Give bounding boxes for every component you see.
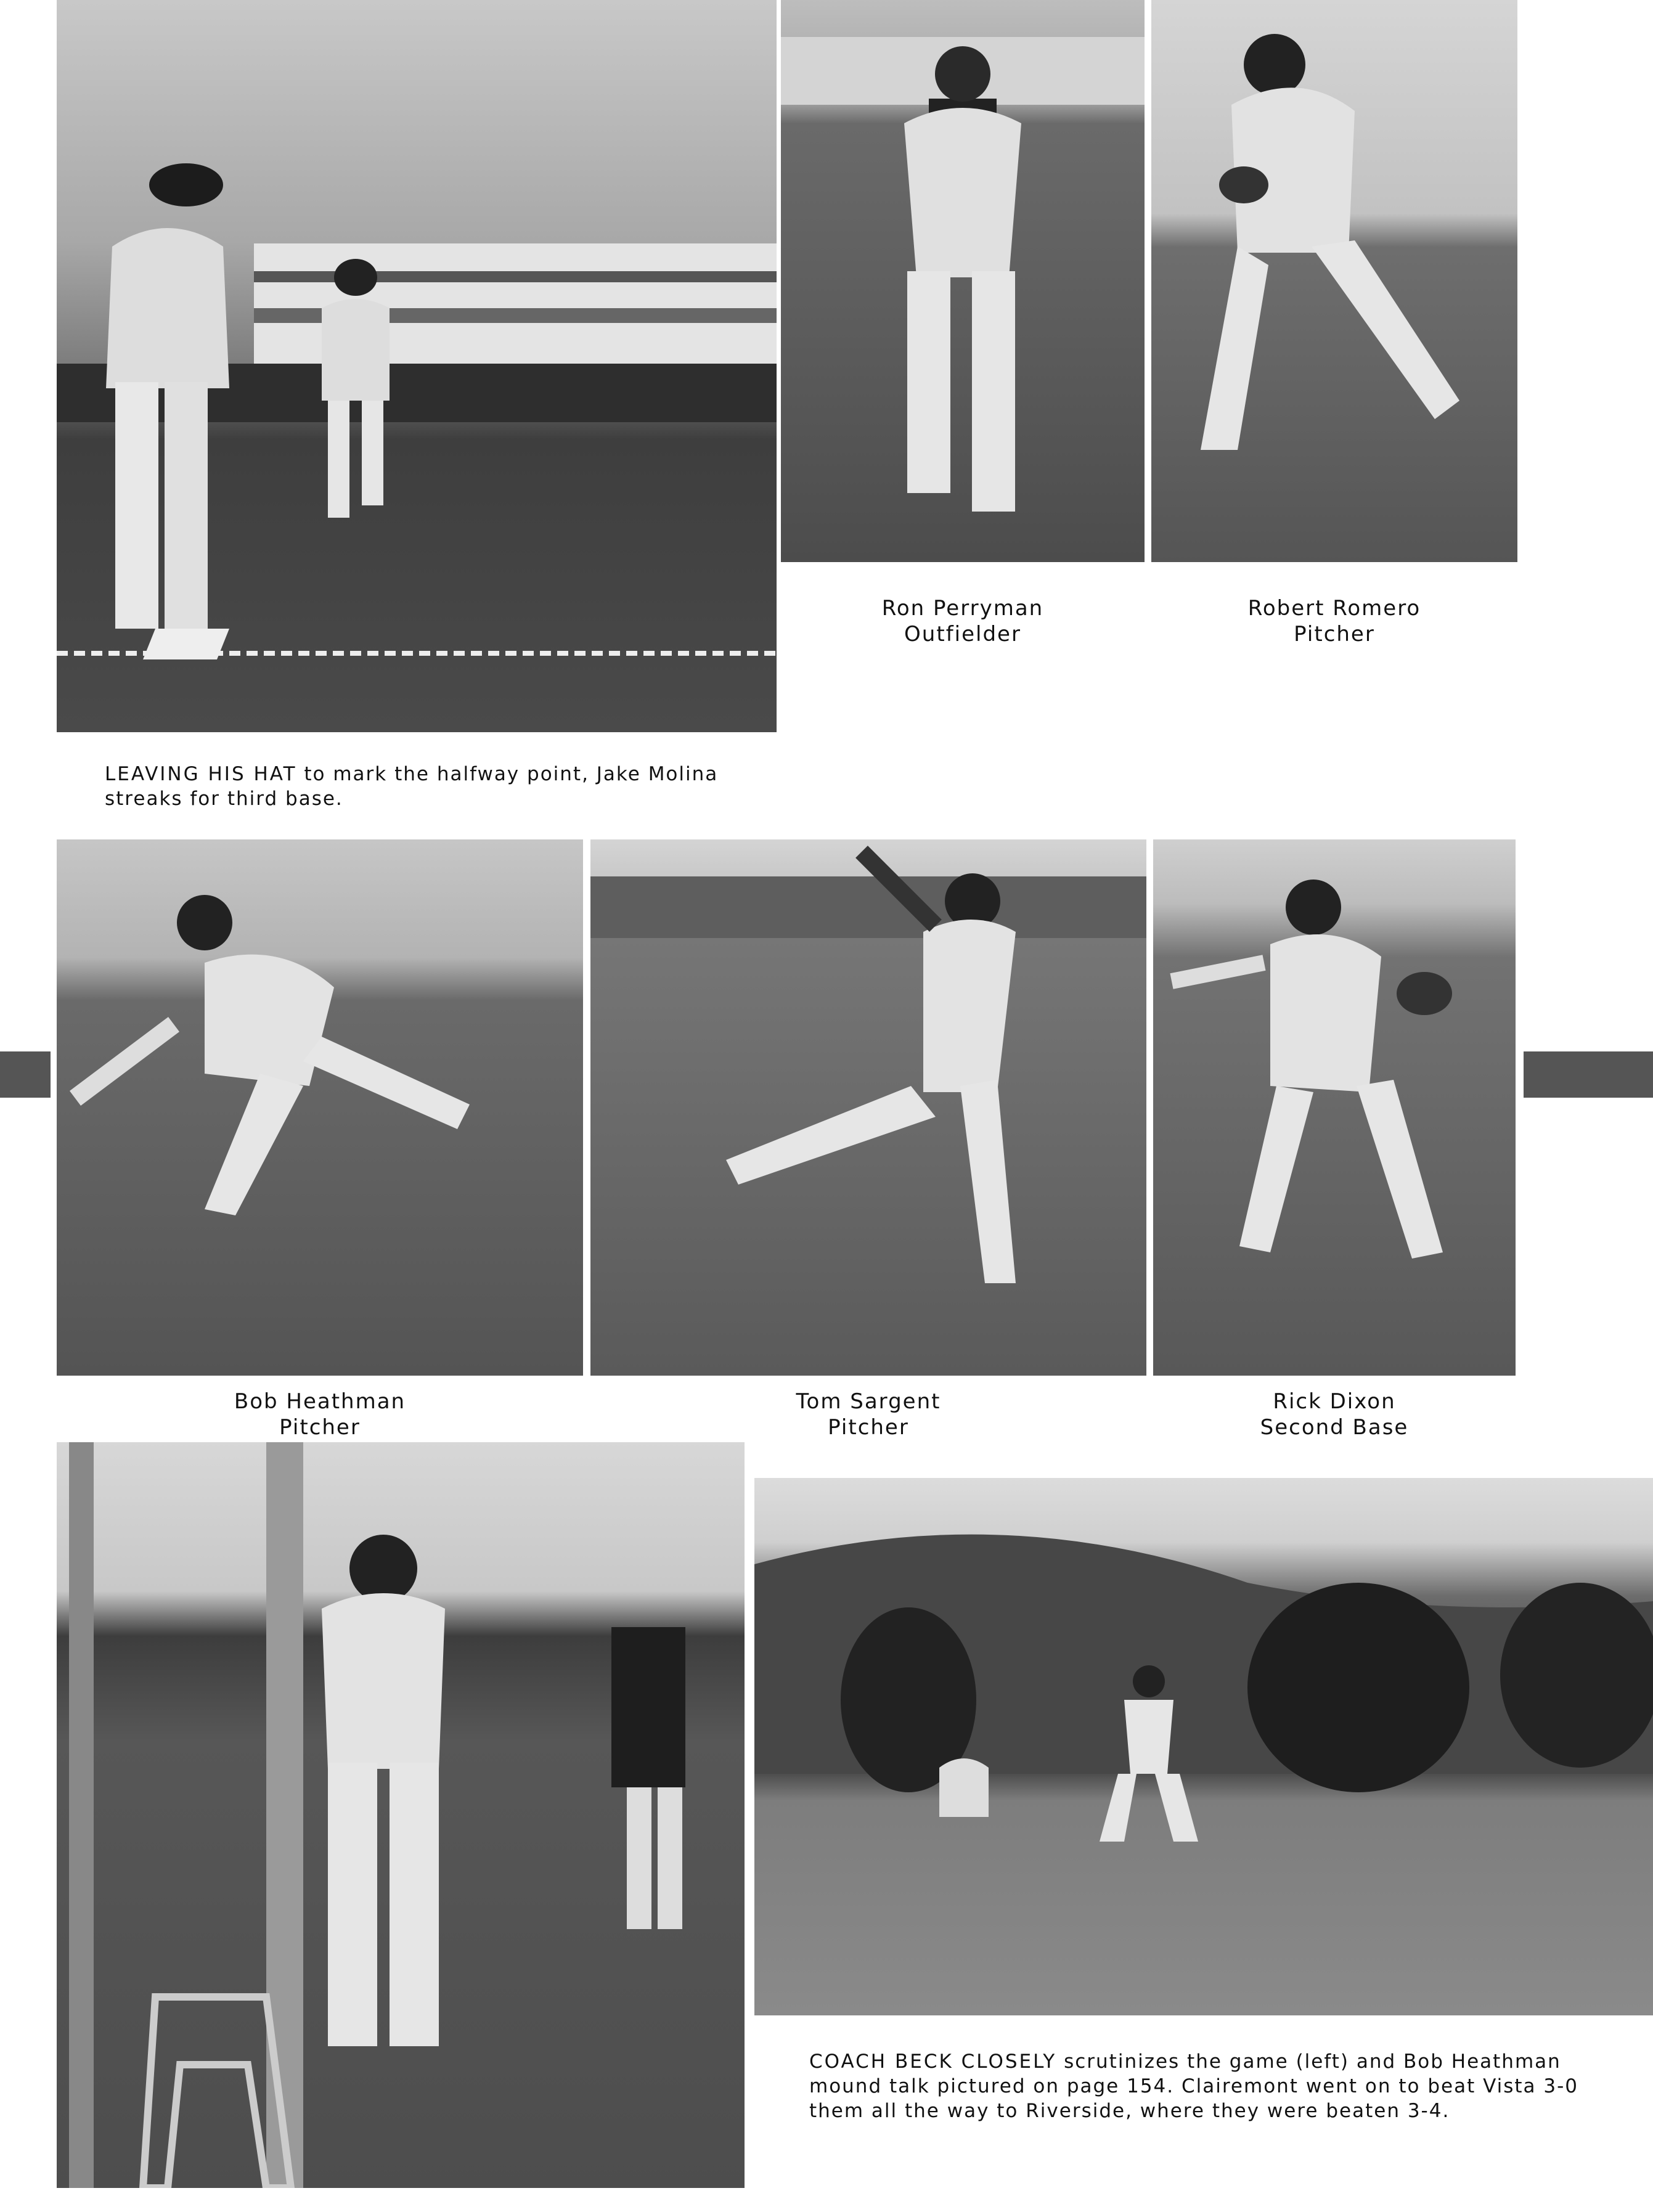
caption-lead: LEAVING HIS HAT: [105, 763, 297, 785]
second-baseman-throw-photo: [1153, 839, 1516, 1376]
outfielder-portrait-photo: [781, 0, 1145, 562]
player-name: Rick Dixon: [1273, 1389, 1396, 1414]
caption-text: to mark the halfway point, Jake Molina: [296, 763, 719, 785]
player-position: Pitcher: [828, 1415, 909, 1440]
right-section-tab: [1524, 1051, 1653, 1098]
pitcher-windup-photo: [1151, 0, 1517, 562]
caption-text: scrutinizes the game (left) and Bob Heathman: [1056, 2051, 1561, 2073]
caption-lead: COACH BECK CLOSELY: [809, 2051, 1057, 2073]
player-name: Tom Sargent: [796, 1389, 941, 1414]
player-position: Second Base: [1260, 1415, 1409, 1440]
player-position: Pitcher: [1294, 622, 1375, 647]
caption-ron-perryman: [781, 595, 1145, 647]
caption-tom-sargent: [590, 1389, 1146, 1440]
player-position: Outfielder: [904, 622, 1021, 647]
pitcher-follow-through-photo: [57, 839, 583, 1376]
caption-rick-dixon: [1153, 1389, 1516, 1440]
caption-text: them all the way to Riverside, where they were beaten 3-4.: [809, 2100, 1450, 2122]
player-name: Bob Heathman: [234, 1389, 406, 1414]
mound-talk-photo: [754, 1478, 1653, 2015]
left-section-tab: [0, 1051, 51, 1098]
caption-bob-heathman: [57, 1389, 583, 1440]
player-name: Robert Romero: [1247, 596, 1421, 621]
caption-text: streaks for third base.: [105, 788, 343, 810]
third-base-runner-photo: [57, 0, 777, 732]
caption-text: mound talk pictured on page 154. Clairemont went on to beat Vista 3-0: [809, 2075, 1579, 2097]
player-position: Pitcher: [279, 1415, 361, 1440]
coach-dugout-photo: [57, 1442, 745, 2188]
molina-photo-caption: [105, 762, 783, 811]
player-name: Ron Perryman: [881, 596, 1044, 621]
caption-robert-romero: [1151, 595, 1517, 647]
pitcher-delivery-photo: [590, 839, 1146, 1376]
coach-photo-caption: [809, 2049, 1635, 2123]
